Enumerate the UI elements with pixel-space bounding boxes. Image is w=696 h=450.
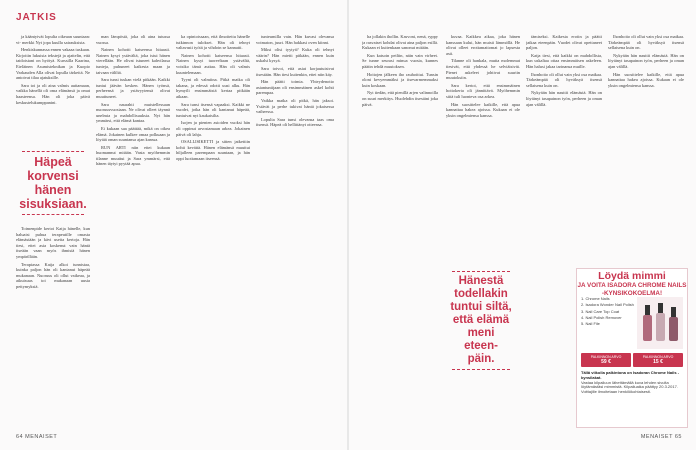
paragraph: Hän päätti toimia. Yhteydenotto asiantuntijaan oli ensimmäinen askel kohti parempaa. — [256, 79, 334, 96]
paragraph: Ihonhoito oli ollut vain yksi osa matkaa. Tärkeämpää oli hyväksyä itsensä sellaisena kuin on. — [526, 71, 602, 88]
left-folio: 64 MENAISET — [16, 434, 58, 440]
column-8 — [608, 34, 684, 262]
paragraph: Terapiassa Katja alkoi tunnistaa, kuinka paljon hän oli kantanut häpeää mukanaan. Nuoruus oli ollut vaikeaa, ja aikuisuus toi mukanaan uusia pettymyksiä. — [16, 261, 90, 289]
column-3 — [176, 34, 250, 426]
paragraph: Henkiskunnassa ennen vakaaa tuskaan. Kirjoitin lukuisia tekstejä ja ajattelin, että taidoistani on hyötyä. Kurssilla Kaarina, Eteläinen Asumisteknikan ja Kuopio Varkauden Alla olivat lopulla tärkeitä. Ne antoivat tilaa ajatuksille. — [16, 47, 90, 81]
column-2 — [96, 34, 170, 426]
paragraph: Nainen kohotti katseensa hitaasti. Nainen kysyi tuoreeltaan ystävältä, voisiko tämä auttaa. Hän oli valmis kuuntelemaan. — [176, 52, 250, 75]
paragraph: Hän suosittelee kaikille, että apua kannattaa hakea ajoissa. Kukaan ei ole yksin ongelmiensa kanssa. — [608, 71, 684, 88]
page-gutter — [347, 0, 349, 450]
list-item: 1. Chrome Nails — [581, 296, 610, 301]
paragraph: Sara tunsi itsensä vapaaksi. Kaikki ne vuodet, jotka hän oli kantanut häpeää, tuntuivat nyt kaukaisilta. — [176, 101, 250, 118]
pull-quote-1: Häpeä korvensi hänen sisuksiaan. — [16, 148, 90, 218]
list-item: 2. Isadora Wonder Nail Polish — [581, 302, 634, 308]
prize-value-badge: PALKINNON ARVO 59 € — [581, 353, 631, 367]
column-1b — [16, 226, 90, 426]
paragraph: Kun katsoin peiliin, näin vain virheet. Se tunne seurasi minua vuosia, kunnes päätin tehdä muutoksen. — [362, 52, 438, 69]
list-item: 3. Nail Care Top Coat — [581, 308, 620, 314]
paragraph: man lämpöstä, joka oli aina tutussa vuossa. — [96, 34, 170, 45]
contest-box — [576, 268, 688, 428]
paragraph: ha jollakin ihollin. Kasvoni, nenä, ryppy ja rasvaiset kohdat olivat aina paljon esillä. Kukaan ei kuitenkaan sanonut mitään. — [362, 34, 438, 51]
paragraph: Hoitojen jälkeen iho rauhoittui. Tunsin oloni kevyemmäksi ja itsevarmemmaksi kuin koskaan. — [362, 71, 438, 88]
paragraph: Isojen ja pienten asioiden vuoksi hän oli oppinut arvostamaan arkea. Jokainen päivä oli lahja. — [176, 120, 250, 137]
paragraph: Ihonhoito oli ollut vain yksi osa matkaa. Tärkeämpää oli hyväksyä itsensä sellaisena kuin on. — [608, 34, 684, 51]
paragraph: kuvaa. Kaikkea aikaa, joka hänen kanssaan kului, hän muisti lämmöllä. He olivat olleet erottamattomat jo lapsesta asti. — [446, 34, 520, 56]
paragraph: Sara kertoi, että ensimmäinen hoitokerta oli jännittävä. Myöhemmin siitä tuli luonteva osa arkea. — [446, 82, 520, 99]
column-4 — [256, 34, 334, 426]
paragraph: Sara toivoi, että asiat korjautuisivat itsestään. Hän tiesi kuitenkin, ettei niin käy. — [256, 65, 334, 77]
paragraph: Nykyään hän nauttii elämästä. Hän on löytänyt tasapainon työn, perheen ja oman ajan välillä. — [526, 90, 602, 107]
paragraph: Sara naurahti muistellessaan nuoruusvuosiaan. Ne olivat olleet täynnä unelmia ja mahdollisuuksia. Nyt hän ymmärsi, että elämä kantaa. — [96, 101, 170, 124]
paragraph: Sara tunsi tuskan vielä pitkään. Kaikki tuntui jäävän kesken. Hänen työnsä, perheensä ja ystävyytensä olivat muuttuneet. — [96, 77, 170, 99]
paragraph: Lopulta Sara tunsi olevansa taas oma itsensä. Häpeä oli hellittänyt otteensa. — [256, 116, 334, 128]
right-folio: MENAISET 65 — [640, 434, 682, 440]
paragraph: Nainen kohotti katseensa hitaasti. Nainen kysyi ystävältä, joka istui hänen vierellään. He olivat istuneet kahvilassa tunteja, puhuneet kaikesta maan ja taivaan väliltä. — [96, 47, 170, 75]
paragraph: Hän suosittelee kaikille, että apua kannattaa hakea ajoissa. Kukaan ei ole yksin ongelmiensa kanssa. — [446, 101, 520, 118]
paragraph: Tyyni oli valmiina. Pitkä matka oli takana, ja edessä odotti uusi alku. Hän hymyili ensimmäistä kertaa pitkään aikaan. — [176, 77, 250, 99]
list-item: 4. Nail Polish Remover — [581, 314, 622, 320]
paragraph: Nyt tiedän, että pienillä arjen valinnoilla on suuri merkitys. Huolehdin itsestäni joka päivä. — [362, 90, 438, 107]
pull-quote-2: Hänestä todellakin tuntui siltä, että elämä meni eteen- päin. — [446, 268, 516, 373]
contest-title: Löydä mimmi JA VOITA ISADORA CHROME NAILS -KYNSIKOKOELMA! — [577, 270, 687, 297]
list-item: 5. Nail File — [581, 321, 600, 327]
section-title: JATKIS — [16, 12, 57, 23]
paragraph: tunteumilla vain. Hän kuvasi olevansa voimaton, juuri. Hän hakkasi oven kiinni. — [256, 34, 334, 45]
contest-item-list — [581, 297, 635, 328]
paragraph: tämiseksi. Kaikesta erotin ja päätti jatkaa eteenpäin. Vuodet olivat opettaneet paljon. — [526, 34, 602, 51]
paragraph: Tilanne oli hankala, mutta molemmat tiesivät, että yhdessä he selviäisivät. Pienet askeleet johtivat suuriin muutoksiin. — [446, 58, 520, 81]
contest-description: Tällä viikolla palkintona on Isadoran Chrome Nails -kynsilakat. Vastaa kilpailuun lähettämällä kuva lehden sivulta löytämästäsi mimmistä. Kilpailuaika päättyy 20.3.2017. Voittajille ilmoitetaan henkilökohtaisesti. — [581, 370, 680, 395]
paragraph: RUN ARTI niin ettei kukaan huomannut mitään. Vasta myöhemmin tilanne muuttui ja Sara ymmärsi, että hänen täytyi pyytää apua. — [96, 144, 170, 167]
paragraph: OSALLISIKETTI ja sitten jatkettiin kohti kevättä. Hänen elämänsä muuttui hiljalleen parempaan suuntaan, ja hän oppi luottamaan itseensä. — [176, 139, 250, 161]
paragraph: Sara toi ja oli aina valmis auttamaan, vaikka hänellä oli oma elämänsä ja omat haasteensa. Hän oli joka päivä keskustelukumppanini. — [16, 82, 90, 105]
paragraph: Nykyään hän nauttii elämästä. Hän on löytänyt tasapainon työn, perheen ja oman ajan välillä. — [608, 52, 684, 69]
column-1 — [16, 34, 90, 142]
column-6 — [446, 34, 520, 262]
nail-polish-bottles-image — [637, 297, 683, 349]
prize-value-row — [581, 353, 683, 367]
column-5 — [362, 34, 438, 426]
paragraph: Katja tiesi, että kaikki on mahdollista, kun uskaltaa ottaa ensimmäisen askeleen. Hän halusi jakaa tarinansa muille. — [526, 52, 602, 69]
paragraph: Vaikka matka oli pitkä, hän jaksoi. Ystävät ja perhe tukivat häntä jokaisessa vaiheessa. — [256, 97, 334, 115]
paragraph: ka opintoissaan, että ilmoitettu hänelle tutkinnon tulokset. Hän oli tehnyt valtavasti työtä ja vihdoin se kannatti. — [176, 34, 250, 51]
prize-value-badge: PALKINNON ARVO 15 € — [633, 353, 683, 367]
paragraph: Ei kukaan saa päättää, mikä on oikea elämä. Jokainen kulkee omaa polkuaan ja löytää oman suuntansa ajan kanssa. — [96, 125, 170, 143]
paragraph: Toimenpide kertoi Katja hänelle, kun haluaisi puhua terapeutille omasta elämästään ja kävi useita kertoja. Hän tiesi, ettei asia koskenut vain häntä itseään vaan myös ihmisiä hänen ympärillään. — [16, 226, 90, 259]
column-7 — [526, 34, 602, 262]
paragraph: Miksi olisi tyytyä? Kuka oli tehnyt väärin? Hän mietti pitkään, ennen kuin uskalsi kysyä. — [256, 47, 334, 64]
paragraph: ja kääntyivät lopulta oikeaan suuntaan: vi- merkki Nyt jopa kuulla sairauksista. — [16, 34, 90, 45]
